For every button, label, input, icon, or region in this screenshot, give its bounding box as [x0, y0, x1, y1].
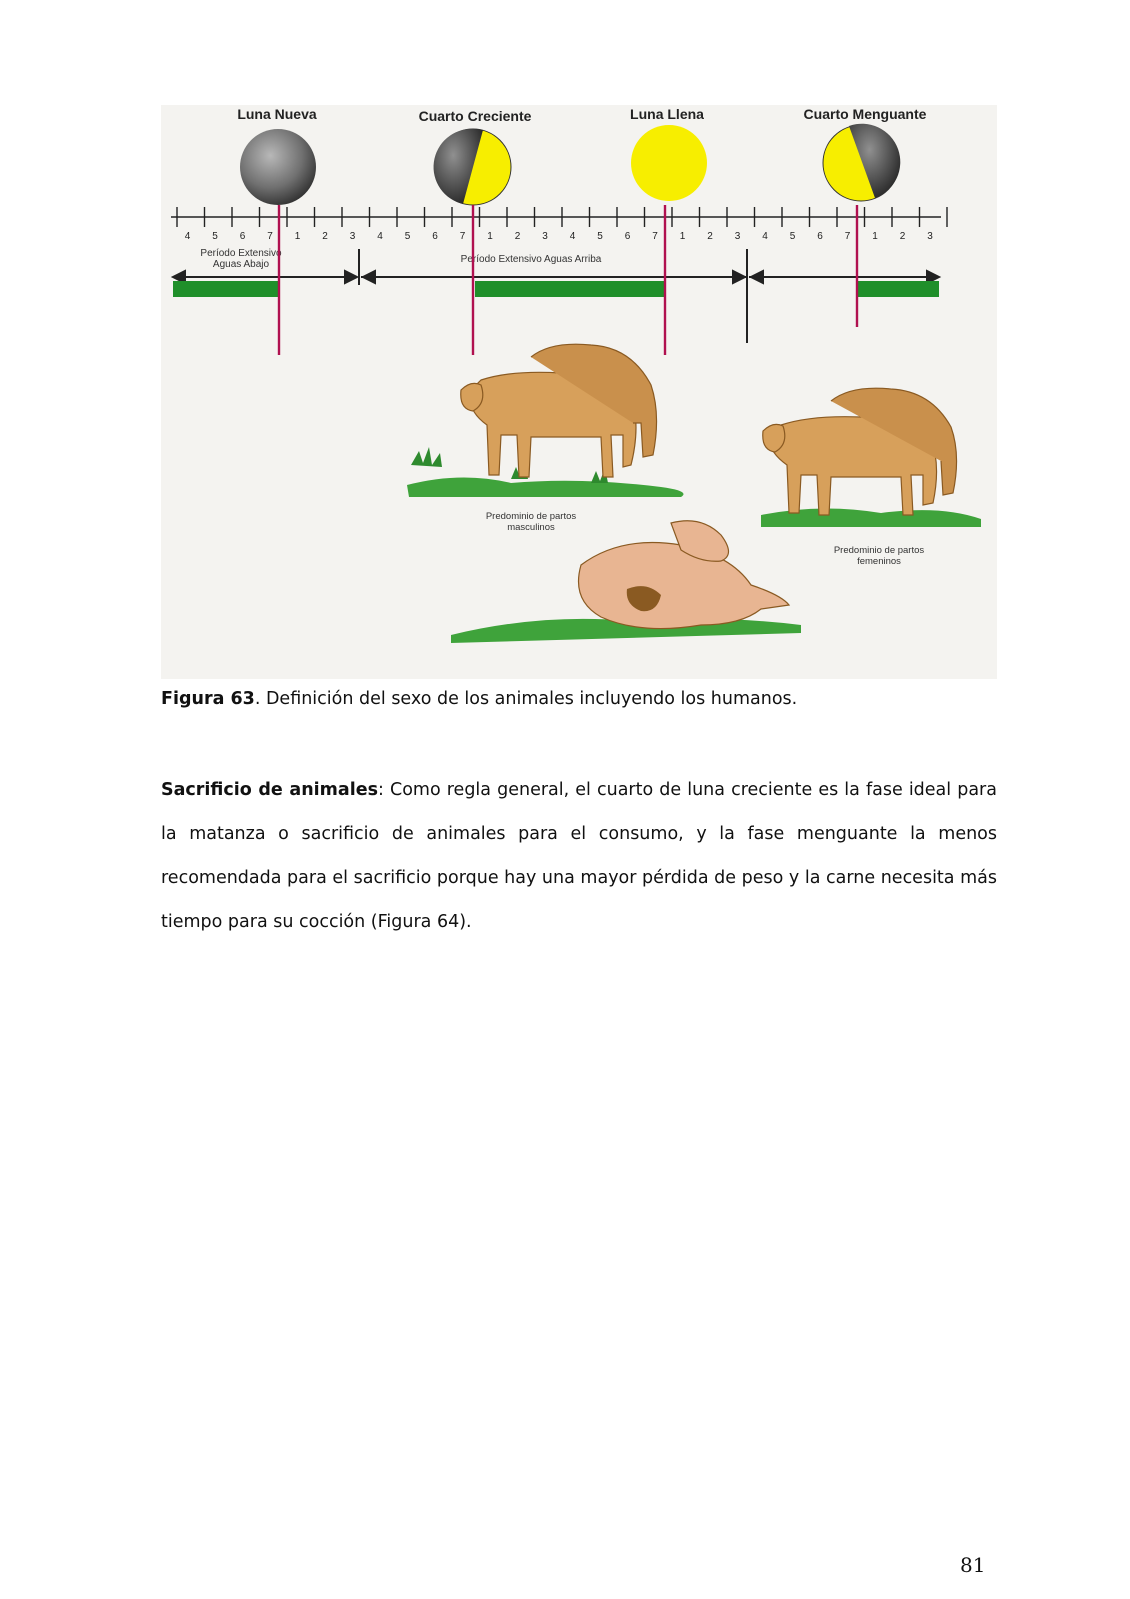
scale-day-label: 7: [267, 231, 273, 242]
figure-illustration: [161, 105, 997, 679]
caption-label: Figura 63: [161, 689, 255, 709]
new-moon-icon: [240, 129, 316, 205]
period-up-label: Período Extensivo Aguas Arriba: [460, 254, 602, 265]
phase-markers: [279, 205, 857, 355]
scale-day-label: 5: [212, 231, 218, 242]
label-female-line1: Predominio de partos: [833, 545, 925, 556]
scale-day-label: 3: [927, 231, 933, 242]
scale-day-label: 5: [404, 231, 411, 242]
scale-day-label: 6: [817, 231, 823, 242]
calving-cow: [451, 521, 801, 643]
scale-day-label: 1: [679, 231, 686, 242]
scale-day-label: 5: [597, 231, 603, 242]
label-female-line2: femeninos: [857, 556, 901, 567]
phase-label-last-quarter: Cuarto Menguante: [803, 106, 927, 122]
scale-day-label: 2: [707, 231, 713, 242]
caption-text: . Definición del sexo de los animales incluyendo los humanos.: [254, 689, 798, 709]
paragraph-lead: Sacrificio de animales: [161, 780, 378, 800]
scale-day-label: 3: [542, 231, 548, 242]
scale-day-label: 6: [432, 231, 438, 242]
paragraph-body: : Como regla general, el cuarto de luna creciente es la fase ideal para la matanza o sacrificio de animales para el consumo, y la fase menguante la menos recomendada para el sacrificio porque hay una mayor pérdida de peso y la carne necesita más tiempo para su cocción (Figura 64).: [161, 780, 997, 932]
scale-day-label: 6: [239, 231, 246, 242]
scale-day-label: 4: [569, 231, 576, 242]
scale-day-label: 7: [844, 231, 851, 242]
cattle-group-female: [761, 388, 981, 527]
last-quarter-moon-icon: [823, 124, 900, 201]
figure-caption: [161, 686, 997, 712]
scale-day-label: 2: [514, 231, 521, 242]
page-number: 81: [960, 1553, 986, 1577]
scale-day-label: 3: [734, 231, 741, 242]
body-paragraph: [161, 768, 997, 944]
scale-day-label: 1: [872, 231, 878, 242]
scale-day-label: 1: [294, 231, 301, 242]
phase-label-full-moon: Luna Llena: [630, 106, 704, 122]
scale-day-label: 3: [349, 231, 356, 242]
phase-label-new-moon: Luna Nueva: [237, 106, 317, 122]
scale-day-label: 6: [624, 231, 631, 242]
label-male-line2: masculinos: [507, 522, 555, 533]
scale-day-label: 5: [789, 231, 796, 242]
scale-day-label: 4: [184, 231, 191, 242]
scale-day-label: 4: [377, 231, 383, 242]
phase-label-first-quarter: Cuarto Creciente: [418, 108, 532, 124]
scale-day-label: 4: [762, 231, 768, 242]
scale-day-label: 7: [652, 231, 658, 242]
label-male-line1: Predominio de partos: [485, 511, 577, 522]
scale-day-label: 2: [899, 231, 906, 242]
cattle-group-male: [407, 344, 684, 497]
period-down-label-line2: Aguas Abajo: [212, 259, 270, 270]
scale-day-label: 7: [459, 231, 466, 242]
first-quarter-moon-icon: [434, 129, 511, 205]
moon-phase-figure: [161, 105, 997, 679]
full-moon-icon: [631, 125, 707, 201]
scale-day-label: 1: [487, 231, 493, 242]
day-scale: [171, 207, 947, 242]
scale-day-label: 2: [322, 231, 328, 242]
green-bars: [173, 281, 939, 297]
period-down-label-line1: Período Extensivo: [200, 248, 282, 259]
